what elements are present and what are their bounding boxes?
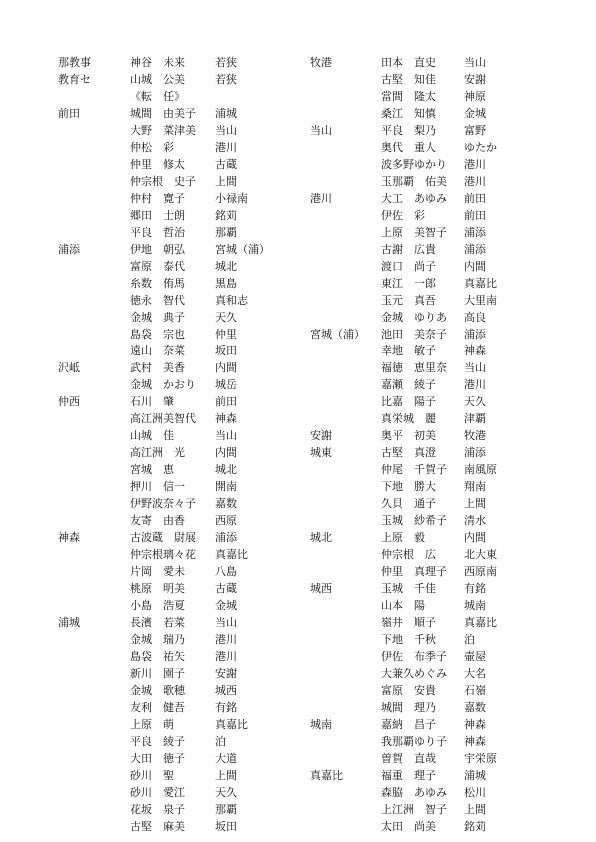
person-name: 徳永 智代: [130, 293, 185, 307]
person-name: 當間 隆太: [381, 89, 436, 103]
previous-school: 内間: [464, 259, 486, 273]
person-name: 高江洲 光: [130, 446, 185, 460]
person-name: 比嘉 陽子: [381, 395, 436, 409]
school-name: 沢岻: [58, 361, 80, 375]
person-name: 大兼久めぐみ: [381, 666, 447, 680]
previous-school: 神原: [464, 89, 486, 103]
person-name: 富原 安貴: [381, 683, 436, 697]
person-name: 上原 萌: [130, 717, 174, 731]
person-name: 大工 あゆみ: [381, 191, 447, 205]
person-name: 渡口 尚子: [381, 259, 436, 273]
person-name: 富原 泰代: [130, 259, 185, 273]
previous-school: 上間: [215, 768, 237, 782]
person-name: 下地 勝大: [381, 480, 436, 494]
previous-school: 大里南: [464, 293, 497, 307]
previous-school: 泊: [215, 734, 226, 748]
person-name: 片岡 愛未: [130, 565, 185, 579]
school-name: 仲西: [58, 395, 80, 409]
previous-school: 前田: [464, 191, 486, 205]
previous-school: 大道: [215, 751, 237, 765]
previous-school: 当山: [215, 123, 237, 137]
person-name: 伊地 朝弘: [130, 242, 185, 256]
person-name: 太田 尚美: [381, 819, 436, 833]
previous-school: 嘉数: [464, 700, 486, 714]
person-name: 伊野波奈々子: [130, 497, 196, 511]
person-name: 石川 肇: [130, 395, 174, 409]
person-name: 武村 美香: [130, 361, 185, 375]
previous-school: 銘苅: [215, 208, 237, 222]
previous-school: 港川: [215, 140, 237, 154]
previous-school: 上間: [464, 802, 486, 816]
person-name: 奥代 重人: [381, 140, 436, 154]
previous-school: 真嘉比: [464, 615, 497, 629]
person-name: 伊佐 彩: [381, 208, 425, 222]
person-name: 仲宗根 広: [381, 548, 436, 562]
person-name: 我那覇ゆり子: [381, 734, 447, 748]
person-name: 島袋 祐矢: [130, 649, 185, 663]
person-name: 久貝 通子: [381, 497, 436, 511]
previous-school: 黒島: [215, 276, 237, 290]
previous-school: 西原: [215, 514, 237, 528]
school-name: 城東: [310, 446, 332, 460]
person-name: 友利 健吾: [130, 700, 185, 714]
person-name: 高江洲美智代: [130, 412, 196, 426]
previous-school: 開南: [215, 480, 237, 494]
person-name: 曽賀 直哉: [381, 751, 436, 765]
person-name: 金城 瑞乃: [130, 632, 185, 646]
previous-school: 仲里: [215, 327, 237, 341]
previous-school: 天久: [464, 395, 486, 409]
previous-school: 当山: [215, 429, 237, 443]
person-name: 嘉納 昌子: [381, 717, 436, 731]
previous-school: 大名: [464, 666, 486, 680]
previous-school: 那覇: [215, 802, 237, 816]
person-name: 城間 由美子: [130, 106, 196, 120]
person-name: 仲宗根璃々花: [130, 548, 196, 562]
previous-school: 若狭: [215, 72, 237, 86]
previous-school: 神森: [464, 734, 486, 748]
person-name: 大田 徳子: [130, 751, 185, 765]
school-name: 安謝: [310, 429, 332, 443]
person-name: 遠山 奈菜: [130, 344, 185, 358]
person-name: 奥平 初美: [381, 429, 436, 443]
person-name: 仲村 寛子: [130, 191, 185, 205]
previous-school: 城岳: [215, 378, 237, 392]
person-name: 城間 理乃: [381, 700, 436, 714]
person-name: 仲宗根 史子: [130, 174, 196, 188]
previous-school: 石嶺: [464, 683, 486, 697]
previous-school: 坂田: [215, 344, 237, 358]
previous-school: 浦添: [464, 225, 486, 239]
previous-school: 北大東: [464, 548, 497, 562]
previous-school: 那覇: [215, 225, 237, 239]
person-name: 仲松 彩: [130, 140, 174, 154]
previous-school: 前田: [464, 208, 486, 222]
previous-school: 前田: [215, 395, 237, 409]
previous-school: 当山: [215, 615, 237, 629]
school-name: 城西: [310, 582, 332, 596]
person-name: 仲里 修太: [130, 157, 185, 171]
previous-school: 清水: [464, 514, 486, 528]
person-name: 長濱 若菜: [130, 615, 185, 629]
person-name: 田本 直史: [381, 56, 436, 69]
previous-school: 城北: [215, 463, 237, 477]
previous-school: 若狭: [215, 56, 237, 69]
previous-school: 浦添: [215, 531, 237, 545]
previous-school: 神森: [464, 717, 486, 731]
previous-school: 壷屋: [464, 649, 486, 663]
previous-school: 津覇: [464, 412, 486, 426]
previous-school: 泊: [464, 632, 475, 646]
person-name: 糸数 侑馬: [130, 276, 185, 290]
person-name: 《転 任》: [130, 89, 185, 103]
person-name: 山城 佳: [130, 429, 174, 443]
person-name: 東江 一郎: [381, 276, 436, 290]
person-name: 幸地 敏子: [381, 344, 436, 358]
person-name: 平良 綾子: [130, 734, 185, 748]
previous-school: 古蔵: [215, 582, 237, 596]
previous-school: 内間: [215, 446, 237, 460]
person-name: 押川 信一: [130, 480, 185, 494]
person-name: 玉那覇 佑美: [381, 174, 447, 188]
person-name: 玉城 紗希子: [381, 514, 447, 528]
person-name: 金城 歌穂: [130, 683, 185, 697]
person-name: 古堅 真澄: [381, 446, 436, 460]
previous-school: 西原南: [464, 565, 497, 579]
school-name: 浦城: [58, 615, 80, 629]
previous-school: 真嘉比: [215, 548, 248, 562]
previous-school: 港川: [464, 174, 486, 188]
previous-school: 上間: [464, 497, 486, 511]
previous-school: 安謝: [464, 72, 486, 86]
previous-school: 浦城: [464, 768, 486, 782]
previous-school: 港川: [215, 632, 237, 646]
person-name: 嘉瀬 綾子: [381, 378, 436, 392]
person-name: 伊佐 布季子: [381, 649, 447, 663]
previous-school: 宇栄原: [464, 751, 497, 765]
previous-school: 浦添: [464, 242, 486, 256]
previous-school: 真和志: [215, 293, 248, 307]
person-name: 古堅 知佳: [381, 72, 436, 86]
previous-school: 高良: [464, 310, 486, 324]
school-name: 前田: [58, 106, 80, 120]
previous-school: 城北: [215, 259, 237, 273]
person-name: 上江洲 智子: [381, 802, 447, 816]
school-name: 教育セ: [58, 72, 91, 86]
previous-school: 牧港: [464, 429, 486, 443]
person-name: 古堅 麻美: [130, 819, 185, 833]
previous-school: 港川: [464, 378, 486, 392]
person-name: 小島 浩夏: [130, 599, 185, 612]
previous-school: 真嘉比: [464, 276, 497, 290]
previous-school: 当山: [464, 56, 486, 69]
previous-school: 内間: [464, 531, 486, 545]
person-name: 金城 典子: [130, 310, 185, 324]
previous-school: 当山: [464, 361, 486, 375]
person-name: 大野 菜津美: [130, 123, 196, 137]
previous-school: 八島: [215, 565, 237, 579]
person-name: 古謝 広貴: [381, 242, 436, 256]
person-name: 嶺井 順子: [381, 615, 436, 629]
school-name: 港川: [310, 191, 332, 205]
person-name: 平良 梨乃: [381, 123, 436, 137]
person-name: 砂川 愛江: [130, 785, 185, 799]
person-name: 神谷 未来: [130, 56, 185, 69]
previous-school: 天久: [215, 310, 237, 324]
person-name: 山本 陽: [381, 599, 425, 612]
person-name: 仲尾 千賀子: [381, 463, 447, 477]
person-name: 山城 公美: [130, 72, 185, 86]
person-name: 郷田 士朗: [130, 208, 185, 222]
previous-school: 城西: [215, 683, 237, 697]
school-name: 城北: [310, 531, 332, 545]
person-name: 真栄城 麗: [381, 412, 436, 426]
person-name: 宮城 恵: [130, 463, 174, 477]
previous-school: 小禄南: [215, 191, 248, 205]
school-name: 牧港: [310, 56, 332, 69]
person-name: 花坂 泉子: [130, 802, 185, 816]
previous-school: 上間: [215, 174, 237, 188]
person-name: 金城 かおり: [130, 378, 196, 392]
school-name: 宮城（浦）: [310, 327, 365, 341]
person-name: 下地 千秋: [381, 632, 436, 646]
school-name: 当山: [310, 123, 332, 137]
person-name: 上原 美智子: [381, 225, 447, 239]
previous-school: 南風原: [464, 463, 497, 477]
previous-school: 嘉数: [215, 497, 237, 511]
person-name: 福徳 恵里奈: [381, 361, 447, 375]
person-name: 桑江 知慎: [381, 106, 436, 120]
school-name: 真嘉比: [310, 768, 343, 782]
previous-school: 有銘: [464, 582, 486, 596]
person-name: 波多野ゆかり: [381, 157, 447, 171]
previous-school: 銘苅: [464, 819, 486, 833]
previous-school: 港川: [464, 157, 486, 171]
previous-school: 天久: [215, 785, 237, 799]
person-name: 島袋 宗也: [130, 327, 185, 341]
previous-school: ゆたか: [464, 140, 497, 154]
previous-school: 港川: [215, 649, 237, 663]
person-name: 上原 毅: [381, 531, 425, 545]
previous-school: 古蔵: [215, 157, 237, 171]
person-name: 池田 美奈子: [381, 327, 447, 341]
previous-school: 松川: [464, 785, 486, 799]
previous-school: 城南: [464, 599, 486, 612]
previous-school: 金城: [464, 106, 486, 120]
previous-school: 有銘: [215, 700, 237, 714]
person-name: 森脇 あゆみ: [381, 785, 447, 799]
person-name: 友寄 由香: [130, 514, 185, 528]
person-name: 玉城 千佳: [381, 582, 436, 596]
previous-school: 富野: [464, 123, 486, 137]
previous-school: 神森: [464, 344, 486, 358]
previous-school: 真嘉比: [215, 717, 248, 731]
previous-school: 坂田: [215, 819, 237, 833]
previous-school: 宮城（浦）: [215, 242, 270, 256]
person-name: 仲里 真理子: [381, 565, 447, 579]
school-name: 浦添: [58, 242, 80, 256]
previous-school: 翔南: [464, 480, 486, 494]
previous-school: 浦添: [464, 446, 486, 460]
person-name: 平良 哲治: [130, 225, 185, 239]
person-name: 福重 理子: [381, 768, 436, 782]
school-name: 城南: [310, 717, 332, 731]
previous-school: 内間: [215, 361, 237, 375]
person-name: 金城 ゆりあ: [381, 310, 447, 324]
person-name: 玉元 真吾: [381, 293, 436, 307]
person-name: 新川 園子: [130, 666, 185, 680]
person-name: 桃原 明美: [130, 582, 185, 596]
previous-school: 神森: [215, 412, 237, 426]
previous-school: 浦添: [464, 327, 486, 341]
previous-school: 安謝: [215, 666, 237, 680]
previous-school: 金城: [215, 599, 237, 612]
school-name: 神森: [58, 531, 80, 545]
previous-school: 浦城: [215, 106, 237, 120]
person-name: 砂川 聖: [130, 768, 174, 782]
person-name: 古波蔵 尉展: [130, 531, 196, 545]
school-name: 那教事: [58, 56, 91, 69]
